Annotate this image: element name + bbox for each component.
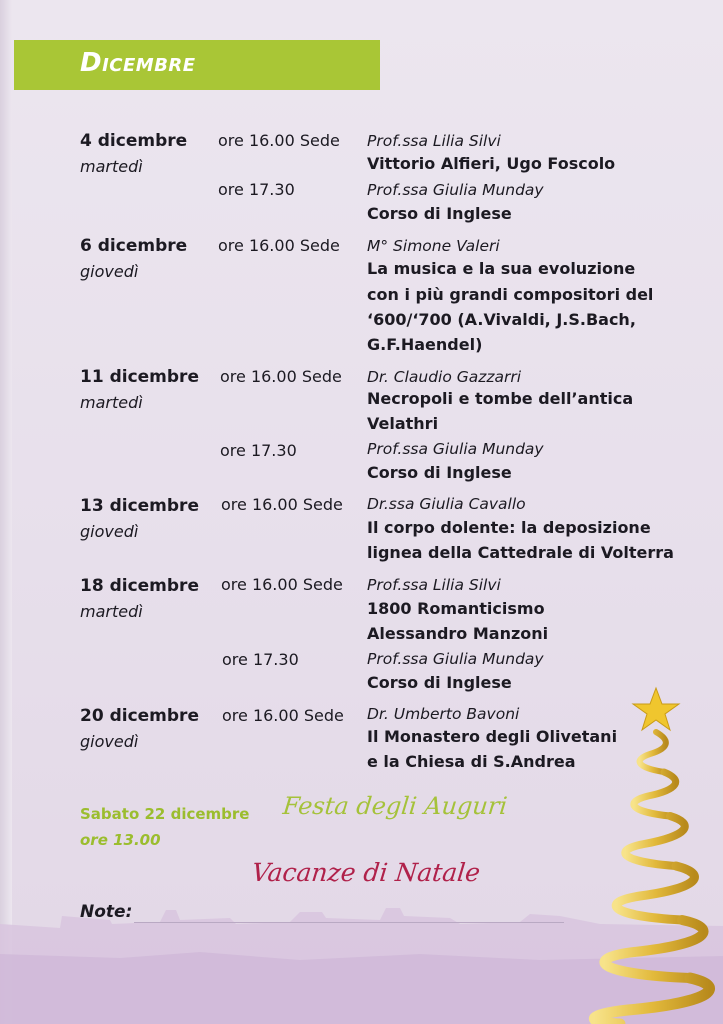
event-date: 18 dicembre: [80, 576, 199, 596]
event-title: Alessandro Manzoni: [367, 624, 549, 643]
event-speaker: Prof.ssa Lilia Silvi: [367, 132, 501, 150]
event-time: ore 16.00 Sede: [218, 236, 340, 255]
event-title: Velathri: [367, 414, 439, 433]
event-title: Corso di Inglese: [367, 204, 512, 223]
event-date: 4 dicembre: [80, 131, 188, 151]
event-weekday: giovedì: [80, 262, 139, 281]
event-speaker: Prof.ssa Giulia Munday: [367, 181, 544, 199]
party-date: Sabato 22 dicembre: [80, 805, 250, 823]
event-title: Il corpo dolente: la deposizione: [367, 518, 651, 537]
month-banner: [14, 40, 380, 90]
star-icon: [633, 688, 679, 730]
event-date: 11 dicembre: [80, 367, 199, 387]
event-title: Corso di Inglese: [367, 673, 512, 692]
holiday-label: Vacanze di Natale: [250, 858, 482, 887]
event-time: ore 16.00 Sede: [218, 131, 340, 150]
event-title: con i più grandi compositori del: [367, 285, 654, 304]
event-title: La musica e la sua evoluzione: [367, 259, 636, 278]
event-title: G.F.Haendel): [367, 335, 483, 354]
party-name: Festa degli Auguri: [281, 792, 509, 820]
event-title: Corso di Inglese: [367, 463, 512, 482]
event-speaker: Prof.ssa Giulia Munday: [367, 650, 544, 668]
event-weekday: martedì: [80, 602, 143, 621]
event-title: Necropoli e tombe dell’antica: [367, 389, 634, 408]
event-speaker: M° Simone Valeri: [367, 237, 500, 255]
notes-label: Note:: [80, 902, 133, 922]
event-date: 20 dicembre: [80, 706, 199, 726]
event-title: Vittorio Alfieri, Ugo Foscolo: [367, 154, 616, 173]
event-speaker: Dr. Umberto Bavoni: [367, 705, 520, 723]
event-speaker: Dr. Claudio Gazzarri: [367, 368, 522, 386]
notes-line: [134, 922, 564, 923]
event-time: ore 16.00 Sede: [222, 706, 344, 725]
event-time: ore 16.00 Sede: [221, 495, 343, 514]
event-speaker: Prof.ssa Lilia Silvi: [367, 576, 501, 594]
event-date: 6 dicembre: [80, 236, 188, 256]
event-time: ore 16.00 Sede: [220, 367, 342, 386]
event-time: ore 16.00 Sede: [221, 575, 343, 594]
christmas-tree-icon: [560, 684, 720, 1024]
event-weekday: giovedì: [80, 522, 139, 541]
event-title: ‘600/‘700 (A.Vivaldi, J.S.Bach,: [367, 310, 636, 329]
event-title: Il Monastero degli Olivetani: [367, 727, 618, 746]
event-weekday: martedì: [80, 157, 143, 176]
event-time: ore 17.30: [222, 650, 299, 669]
event-date: 13 dicembre: [80, 496, 199, 516]
event-weekday: martedì: [80, 393, 143, 412]
event-time: ore 17.30: [218, 180, 295, 199]
page-edge: [0, 0, 12, 1024]
party-time: ore 13.00: [80, 831, 161, 849]
event-title: lignea della Cattedrale di Volterra: [367, 543, 674, 562]
event-speaker: Dr.ssa Giulia Cavallo: [367, 495, 526, 513]
event-weekday: giovedì: [80, 732, 139, 751]
event-title: e la Chiesa di S.Andrea: [367, 752, 576, 771]
event-speaker: Prof.ssa Giulia Munday: [367, 440, 544, 458]
month-title: Dicembre: [80, 48, 196, 78]
event-title: 1800 Romanticismo: [367, 599, 545, 618]
event-time: ore 17.30: [220, 441, 297, 460]
